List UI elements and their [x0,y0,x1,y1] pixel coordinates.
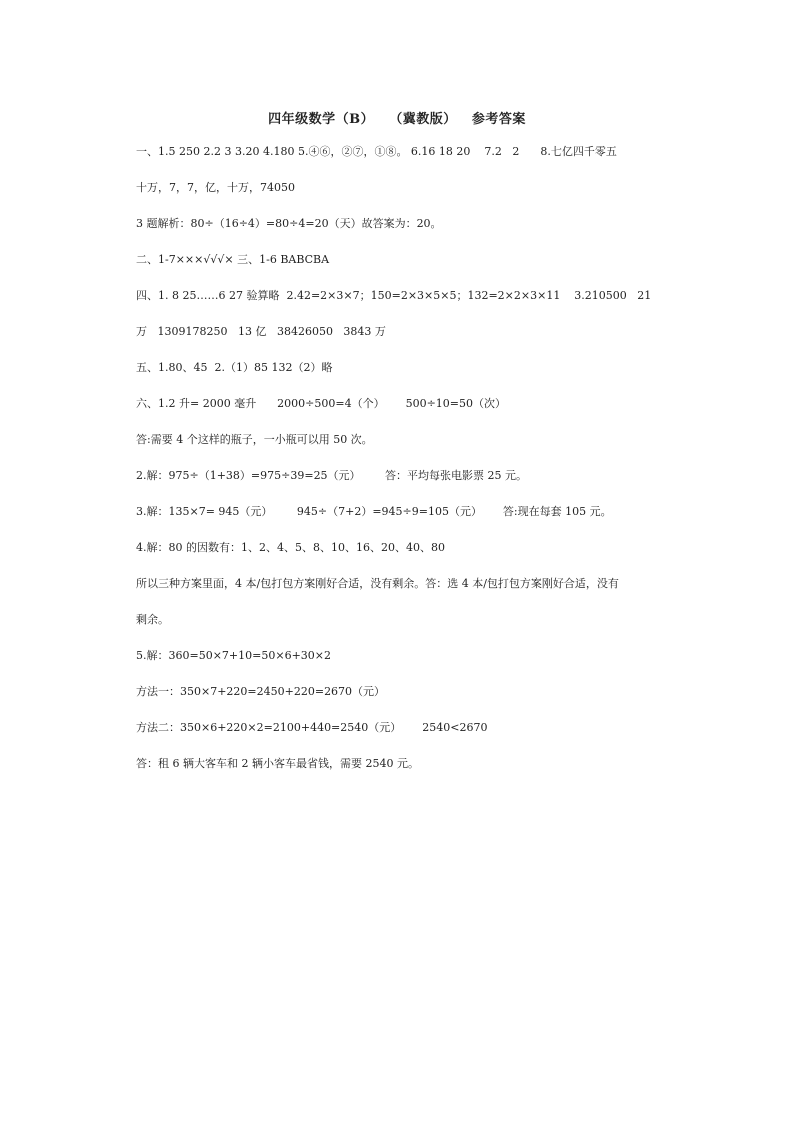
answer-line-q5-method-1: 方法一：350×7+220=2450+220=2670（元） [136,685,386,698]
answer-line-sections-2-3: 二、1-7×××√√√× 三、1-6 BABCBA [136,253,330,266]
answer-line-section-4: 四、1. 8 25……6 27 验算略 2.42=2×3×7；150=2×3×5×5；132=2×2×3×11 3.210500 21 [136,289,652,302]
answer-line-q3: 3.解：135×7= 945（元） 945÷（7+2）=945÷9=105（元） 答:现在每套 105 元。 [136,505,612,518]
answer-line-section-1-cont: 十万，7，7，亿，十万，74050 [136,181,295,194]
answer-line-section-1: 一、1.5 250 2.2 3 3.20 4.180 5.④⑥，②⑦，①⑧。 6.16 18 20 7.2 2 8.七亿四千零五 [136,145,617,158]
answer-line-q4-conclusion-cont: 剩余。 [136,613,169,626]
answer-line-q2: 2.解：975÷（1+38）=975÷39=25（元） 答：平均每张电影票 25 元。 [136,469,528,482]
answer-line-section-4-cont: 万 1309178250 13 亿 38426050 3843 万 [136,325,386,338]
answer-line-q5: 5.解：360=50×7+10=50×6+30×2 [136,649,331,662]
answer-lines [136,140,666,788]
answer-line-section-6-q1: 六、1.2 升= 2000 毫升 2000÷500=4（个） 500÷10=50（次） [136,397,506,410]
document-title: 四年级数学（B） （冀教版） 参考答案 [268,112,526,127]
answer-line-q5-answer: 答：租 6 辆大客车和 2 辆小客车最省钱，需要 2540 元。 [136,757,419,770]
answer-line-q5-method-2: 方法二：350×6+220×2=2100+440=2540（元） 2540<2670 [136,721,488,734]
answer-line-q4-conclusion: 所以三种方案里面，4 本/包打包方案刚好合适，没有剩余。答：选 4 本/包打包方案刚好合适，没有 [136,577,619,590]
answer-line-section-6-q1-answer: 答:需要 4 个这样的瓶子，一小瓶可以用 50 次。 [136,433,373,446]
answer-line-section-5: 五、1.80、45 2.（1）85 132（2）略 [136,361,333,374]
answer-line-q4: 4.解：80 的因数有：1、2、4、5、8、10、16、20、40、80 [136,541,445,554]
answer-line-q3-analysis: 3 题解析：80÷（16÷4）=80÷4=20（天）故答案为：20。 [136,217,442,230]
